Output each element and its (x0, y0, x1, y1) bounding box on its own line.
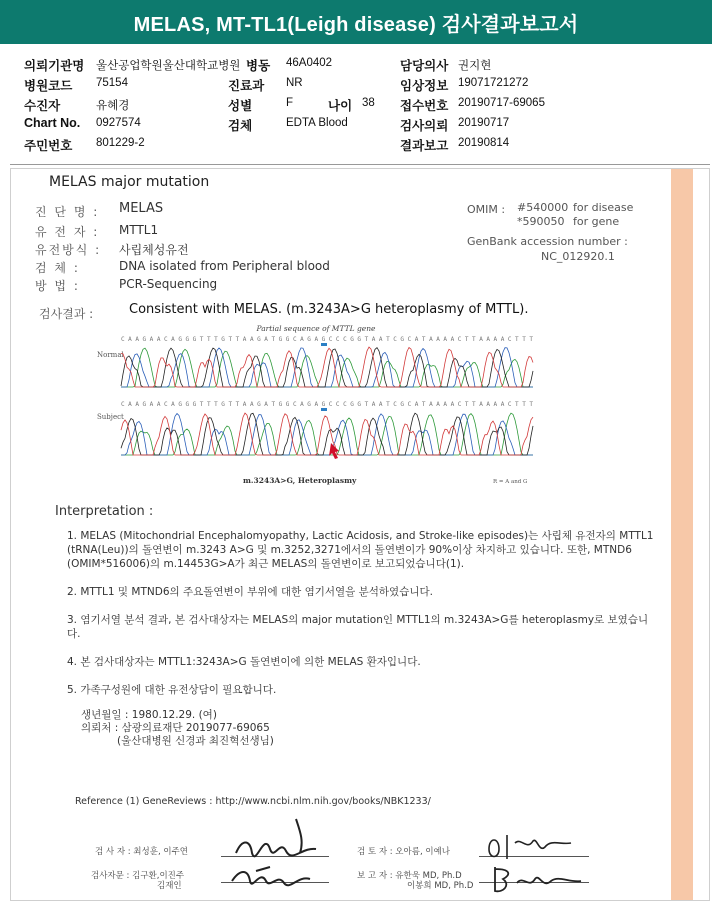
doctor-label: 담당의사 (400, 59, 449, 73)
clinical-label: 임상정보 (400, 79, 449, 93)
info-divider (10, 164, 710, 165)
reviewer-signature (489, 835, 571, 859)
interpretation-section (55, 505, 655, 711)
genbank-label: GenBank accession number : (467, 235, 628, 248)
ambiguity-note: R = A and G (493, 479, 528, 485)
requester-detail-line: (울산대병원 신경과 최진혁선생님) (117, 735, 274, 747)
sex-label: 성별 (228, 99, 253, 113)
clinical-value: 19071721272 (458, 77, 529, 89)
hospital-value: 울산공업학원울산대학교병원 (96, 60, 241, 72)
chromatogram-svg (95, 321, 537, 491)
interpretation-item-1: 1. MELAS (Mitochondrial Encephalomyopathy, Lactic Acidosis, and Stroke-like episodes)는 사립체 유전자의 MTTL1 (tRNA(Leu))의 돌연변이 m.3243 A>G 및 m.3252,3271에서의 돌연변이가 90%이상 차지하고 있습니다. 또한, MTND6 (OMIM*516006)의 m.14453G>A가 최근 MELAS의 돌연변이로 보고되었습니다(1). (67, 530, 654, 570)
report-specimen-label: 검 체 : (35, 261, 80, 275)
mutation-caption: m.3243A>G, Heteroplasmy (243, 476, 357, 485)
subject-label: Subject (97, 413, 124, 421)
sequence-chromatogram (95, 321, 537, 491)
inherit-value: 사립체성유전 (119, 243, 189, 257)
report-date-label: 결과보고 (400, 139, 449, 153)
signature-scribbles-right (481, 819, 591, 899)
interpretation-item-5: 5. 가족구성원에 대한 유전상담이 필요합니다. (67, 684, 277, 696)
age-value: 38 (362, 97, 375, 109)
omim-gene-number: *590050 (517, 215, 565, 228)
chart-label: Chart No. (24, 116, 81, 130)
ward-label: 병동 (246, 59, 271, 73)
report-date-value: 20190814 (458, 137, 510, 149)
specimen-label: 검체 (228, 119, 253, 133)
patient-summary (81, 709, 274, 748)
subject-trace (121, 413, 533, 455)
code-value: 75154 (96, 77, 128, 89)
tester-line: 검 사 자 : 최성훈, 이주연 (95, 847, 188, 857)
omim-disease-number: #540000 (517, 201, 569, 214)
hospital-label: 의뢰기관명 (24, 59, 85, 73)
diagnosis-value: MELAS (119, 201, 164, 216)
sequence-title: Partial sequence of MTTL gene (256, 324, 376, 333)
reporter-line-2: 이봉희 MD, Ph.D (407, 881, 474, 891)
request-value: 20190717 (458, 117, 510, 129)
trace-normal-line-2 (121, 348, 533, 387)
code-label: 병원코드 (24, 79, 73, 93)
inherit-label: 유전방식 : (35, 243, 102, 257)
report-specimen-value: DNA isolated from Peripheral blood (119, 259, 330, 273)
normal-label: Normal (97, 351, 124, 359)
result-value: Consistent with MELAS. (m.3243A>G heteroplasmy of MTTL). (129, 302, 529, 317)
mutation-arrow-icon (329, 443, 339, 459)
request-label: 검사의뢰 (400, 119, 449, 133)
scanned-report (10, 168, 710, 901)
result-label: 검사결과 : (39, 307, 94, 321)
diagnosis-label: 진 단 명 : (35, 205, 100, 219)
reporter-signature (495, 867, 581, 891)
advisor-line-2: 김재인 (157, 881, 182, 891)
advisor-signature (232, 867, 310, 885)
id-label: 주민번호 (24, 139, 73, 153)
receipt-value: 20190717-69065 (458, 97, 545, 109)
gene-value: MTTL1 (119, 223, 159, 237)
requester-line: 의뢰처 : 삼광의료재단 2019077-69065 (81, 722, 270, 734)
interpretation-item-4: 4. 본 검사대상자는 MTTL1:3243A>G 돌연변이에 의한 MELAS 환자입니다. (67, 656, 421, 668)
doctor-value: 권지현 (458, 60, 492, 72)
normal-bases: CAAGAACAGGGTTTGTTAAGATGGCAGAGCCCGGTAATCGCATAAAACTTAAAACTTT (121, 336, 533, 343)
subject-bases: CAAGAACAGGGTTTGTTAAGATGGCAGAGCCCGGTAATCGCATAAAACTTAAAACTTT (121, 401, 533, 408)
reference-line: Reference (1) GeneReviews : http://www.ncbi.nlm.nih.gov/books/NBK1233/ (75, 796, 431, 807)
patient-info-block (0, 52, 712, 162)
interpretation-title: Interpretation : (55, 504, 154, 519)
genbank-value: NC_012920.1 (541, 250, 615, 263)
side-strip (671, 169, 693, 901)
name-label: 수진자 (24, 99, 61, 113)
age-label: 나이 (328, 99, 353, 113)
specimen-value: EDTA Blood (286, 117, 348, 129)
chart-value: 0927574 (96, 117, 141, 129)
ward-value: 46A0402 (286, 57, 333, 69)
interpretation-item-3: 3. 염기서열 분석 결과, 본 검사대상자는 MELAS의 major mutation인 MTTL1의 m.3243A>G를 heteroplasmy로 보였습니다. (67, 614, 649, 640)
name-value: 유혜경 (96, 100, 130, 112)
receipt-label: 접수번호 (400, 99, 449, 113)
reviewer-line: 검 토 자 : 오아름, 이예나 (357, 847, 450, 857)
trace-subject-line-1 (121, 413, 533, 455)
method-value: PCR-Sequencing (119, 277, 218, 291)
id-value: 801229-2 (96, 137, 145, 149)
normal-marker (321, 343, 327, 346)
dept-value: NR (286, 77, 303, 89)
advisor-line: 검사자문 : 김구환,이진주 (91, 871, 185, 881)
subject-marker (321, 408, 327, 411)
reporter-line: 보 고 자 : 유한욱 MD, Ph.D (357, 871, 462, 881)
omim-disease-desc: for disease (573, 201, 634, 214)
sex-value: F (286, 97, 294, 109)
report-title: MELAS, MT-TL1(Leigh disease) 검사결과보고서 (133, 13, 579, 36)
dept-label: 진료과 (228, 79, 265, 93)
signature-scribbles-left (226, 809, 336, 899)
method-label: 방 법 : (35, 279, 80, 293)
interpretation-item-2: 2. MTTL1 및 MTND6의 주요돌연변이 부위에 대한 염기서열을 분석하였습니다. (67, 586, 433, 598)
normal-trace (121, 347, 533, 387)
report-heading: MELAS major mutation (49, 174, 210, 190)
birth-date-line: 생년월일 : 1980.12.29. (여) (81, 709, 217, 721)
report-title-bar (0, 0, 712, 44)
tester-signature (236, 819, 316, 856)
omim-label: OMIM : (467, 203, 506, 216)
omim-gene-desc: for gene (573, 215, 620, 228)
gene-label: 유 전 자 : (35, 225, 100, 239)
